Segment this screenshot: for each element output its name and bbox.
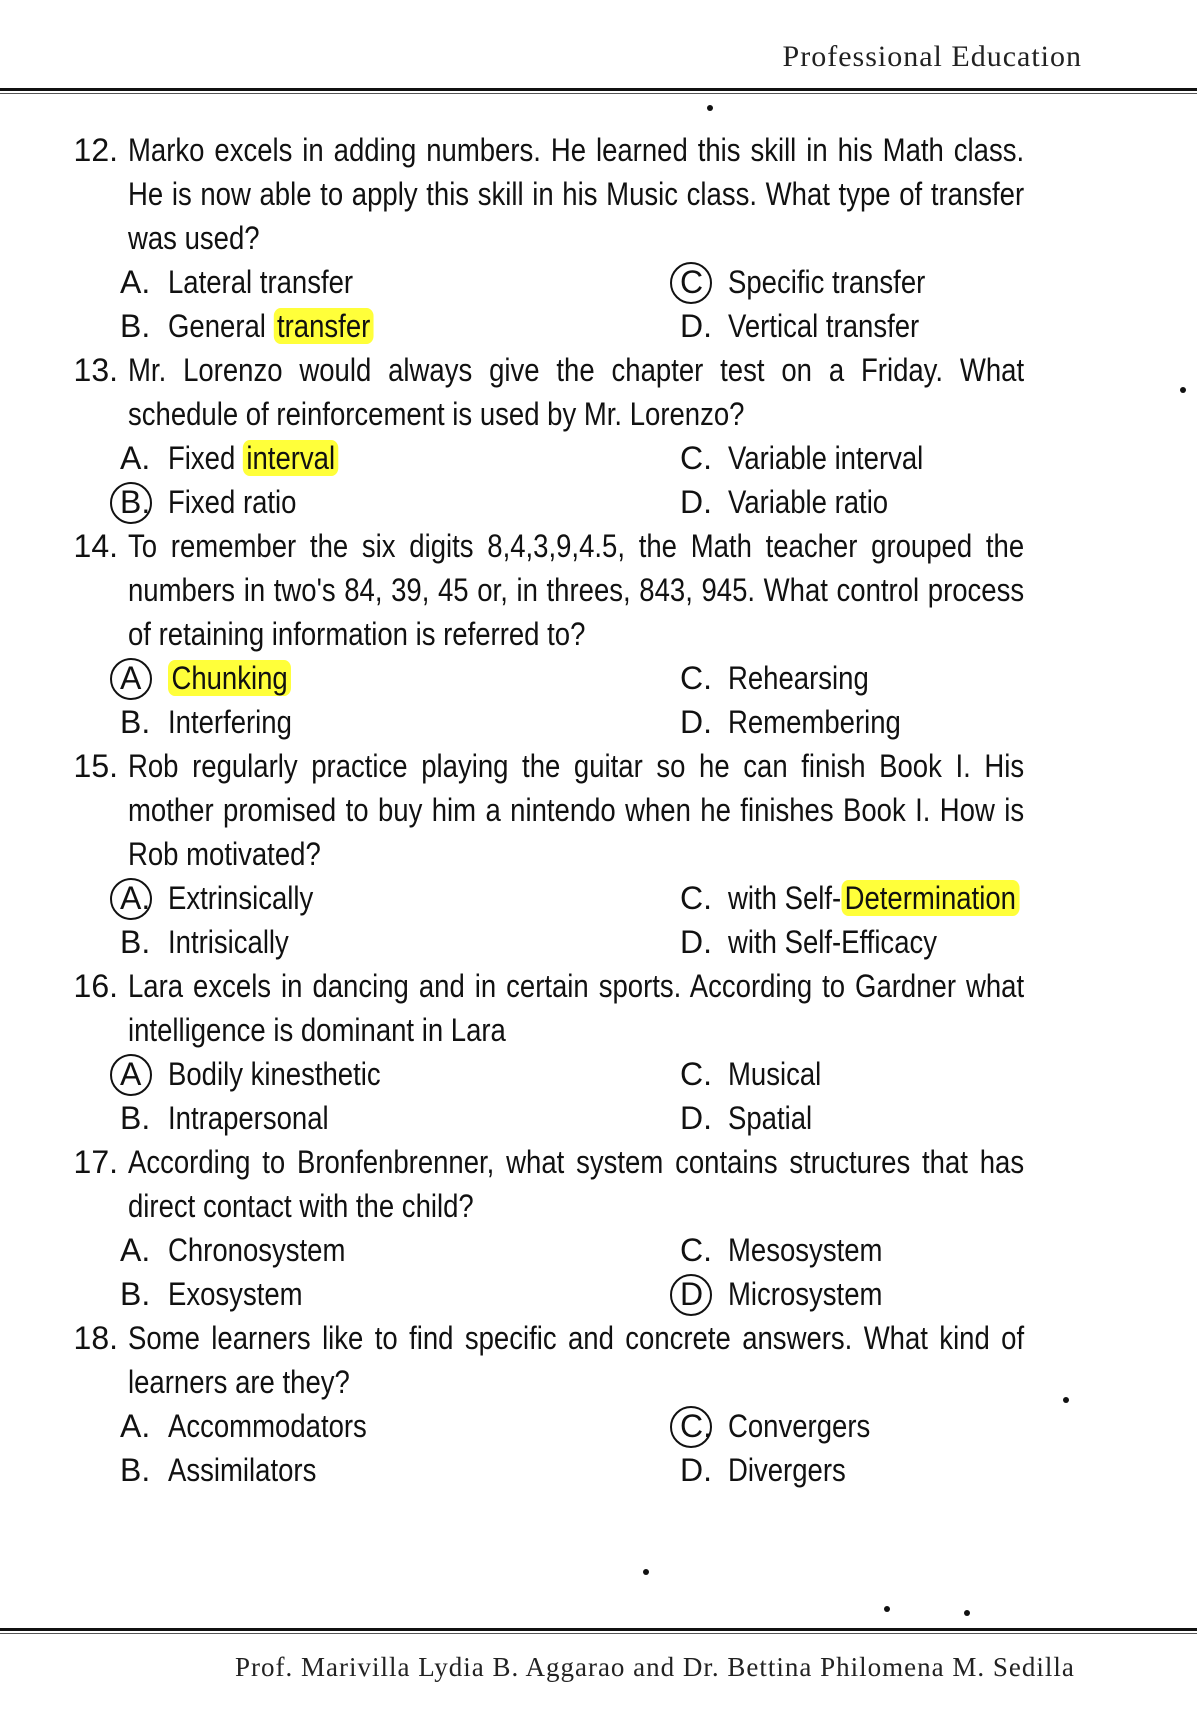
scan-speck xyxy=(884,1606,890,1612)
option-letter: D. xyxy=(680,484,712,520)
scan-speck xyxy=(707,105,713,111)
option-text: Fixed interval xyxy=(168,436,339,480)
answer-options xyxy=(120,260,1170,348)
answer-options xyxy=(120,1228,1170,1316)
question-stem xyxy=(60,964,1170,1052)
answer-circle-mark xyxy=(110,878,152,920)
question-stem xyxy=(60,1140,1170,1228)
question-stem xyxy=(60,348,1170,436)
option-letter: C. xyxy=(680,1232,712,1268)
option-letter: B. xyxy=(120,1100,151,1136)
answer-option xyxy=(120,700,680,744)
answer-circle-mark xyxy=(670,1274,712,1316)
option-letter: C. xyxy=(680,1056,712,1092)
answer-option xyxy=(680,1096,1197,1140)
option-text: Divergers xyxy=(728,1452,846,1488)
scan-speck xyxy=(1180,387,1186,393)
option-letter: A. xyxy=(120,1232,151,1268)
answer-option xyxy=(680,480,1197,524)
question-stem xyxy=(60,524,1170,656)
header-rule xyxy=(0,88,1197,91)
highlighted-word: Chunking xyxy=(168,660,291,696)
option-text: Accommodators xyxy=(168,1408,367,1444)
option-text: Intrapersonal xyxy=(168,1100,329,1136)
answer-option xyxy=(120,304,680,348)
answer-option xyxy=(680,436,1197,480)
question-number: 15. xyxy=(73,748,118,784)
answer-option xyxy=(120,1228,680,1272)
answer-option xyxy=(120,260,680,304)
answer-option xyxy=(680,656,1197,700)
question-item xyxy=(60,1316,1170,1492)
option-letter: B. xyxy=(120,1276,151,1312)
option-text: Intrisically xyxy=(168,924,289,960)
option-letter: C xyxy=(680,260,728,304)
option-letter: B. xyxy=(120,480,168,524)
answer-option xyxy=(680,304,1197,348)
answer-circle-mark xyxy=(670,262,712,304)
answer-options xyxy=(120,656,1170,744)
option-letter: B. xyxy=(120,308,151,344)
highlighted-word: transfer xyxy=(274,308,374,344)
option-text: Microsystem xyxy=(728,1276,883,1312)
option-letter: A. xyxy=(120,264,151,300)
question-number: 16. xyxy=(73,968,118,1004)
option-text: Bodily kinesthetic xyxy=(168,1056,381,1092)
scan-speck xyxy=(643,1569,649,1575)
option-letter: B. xyxy=(120,924,151,960)
question-text: Mr. Lorenzo would always give the chapter test on a Friday. What schedule of reinforcement is used by Mr. Lorenzo? xyxy=(128,352,1025,432)
question-item xyxy=(60,348,1170,524)
question-text: Lara excels in dancing and in certain sports. According to Gardner what intelligence is dominant in Lara xyxy=(128,968,1025,1048)
option-text: Convergers xyxy=(728,1408,871,1444)
option-text: Remembering xyxy=(728,704,901,740)
question-text: Rob regularly practice playing the guitar so he can finish Book I. His mother promised to buy him a nintendo when he finishes Book I. How is Rob motivated? xyxy=(128,748,1025,872)
question-item xyxy=(60,128,1170,348)
answer-option xyxy=(680,1404,1197,1448)
option-letter: A. xyxy=(120,440,151,476)
question-item xyxy=(60,1140,1170,1316)
answer-options xyxy=(120,1404,1170,1492)
question-number: 12. xyxy=(73,132,118,168)
option-text: Fixed ratio xyxy=(168,484,297,520)
footer-rule-thin xyxy=(0,1633,1197,1634)
answer-circle-mark xyxy=(110,1054,152,1096)
option-text: Mesosystem xyxy=(728,1232,883,1268)
question-item xyxy=(60,964,1170,1140)
answer-option xyxy=(120,1096,680,1140)
answer-option xyxy=(680,1272,1197,1316)
answer-circle-mark xyxy=(670,1406,712,1448)
option-letter: C. xyxy=(680,660,712,696)
answer-option xyxy=(680,1052,1197,1096)
option-text: with Self- Determination xyxy=(728,876,1019,920)
question-text: Marko excels in adding numbers. He learned this skill in his Math class. He is now able to apply this skill in his Music class. What type of transfer was used? xyxy=(128,132,1025,256)
page-header-title: Professional Education xyxy=(782,40,1082,73)
answer-option xyxy=(120,1052,680,1096)
option-letter: D. xyxy=(680,704,712,740)
option-letter: D. xyxy=(680,1100,712,1136)
answer-option xyxy=(120,656,680,700)
option-text: Variable interval xyxy=(728,440,924,476)
answer-option xyxy=(680,1228,1197,1272)
option-text: General transfer xyxy=(168,304,374,348)
option-text: Spatial xyxy=(728,1100,813,1136)
option-text: Lateral transfer xyxy=(168,264,354,300)
option-text xyxy=(168,656,291,700)
option-text: Variable ratio xyxy=(728,484,889,520)
highlighted-word: interval xyxy=(243,440,339,476)
answer-option xyxy=(680,876,1197,920)
answer-option xyxy=(120,480,680,524)
option-letter: C. xyxy=(680,440,712,476)
option-letter: D. xyxy=(680,1452,712,1488)
option-letter: B. xyxy=(120,704,151,740)
option-letter: D. xyxy=(680,308,712,344)
answer-option xyxy=(120,1448,680,1492)
scan-speck xyxy=(1063,1397,1069,1403)
option-text: Extrinsically xyxy=(168,880,314,916)
option-letter: C. xyxy=(680,880,712,916)
option-letter: C. xyxy=(680,1404,728,1448)
answer-option xyxy=(120,436,680,480)
answer-option xyxy=(120,920,680,964)
answer-option xyxy=(680,920,1197,964)
answer-option xyxy=(680,700,1197,744)
highlighted-word: Determination xyxy=(841,880,1019,916)
question-stem xyxy=(60,128,1170,260)
option-text: Interfering xyxy=(168,704,292,740)
option-letter: B. xyxy=(120,1452,151,1488)
question-list xyxy=(60,128,1170,1492)
question-text: To remember the six digits 8,4,3,9,4.5, the Math teacher grouped the numbers in two's 84, 39, 45 or, in threes, 843, 945. What control process of retaining information is referred to? xyxy=(128,528,1025,652)
option-text: Exosystem xyxy=(168,1276,303,1312)
question-item xyxy=(60,524,1170,744)
question-text: Some learners like to find specific and concrete answers. What kind of learners are they? xyxy=(128,1320,1025,1400)
question-number: 13. xyxy=(73,352,118,388)
answer-option xyxy=(120,1404,680,1448)
question-stem xyxy=(60,744,1170,876)
question-number: 14. xyxy=(73,528,118,564)
answer-options xyxy=(120,436,1170,524)
question-stem xyxy=(60,1316,1170,1404)
option-text: Chronosystem xyxy=(168,1232,346,1268)
option-letter: D xyxy=(680,1272,728,1316)
answer-option xyxy=(120,1272,680,1316)
scan-speck xyxy=(964,1610,970,1616)
answer-circle-mark xyxy=(110,482,152,524)
header-rule-thin xyxy=(0,93,1197,94)
question-text: According to Bronfenbrenner, what system contains structures that has direct contact with the child? xyxy=(128,1144,1025,1224)
footer-rule xyxy=(0,1628,1197,1631)
footer-authors: Prof. Marivilla Lydia B. Aggarao and Dr. Bettina Philomena M. Sedilla xyxy=(235,1652,1075,1682)
answer-options xyxy=(120,876,1170,964)
option-text: Musical xyxy=(728,1056,822,1092)
option-letter: A. xyxy=(120,876,168,920)
option-letter: A xyxy=(120,1052,168,1096)
option-text: Specific transfer xyxy=(728,264,926,300)
option-letter: A. xyxy=(120,1408,151,1444)
option-text: Vertical transfer xyxy=(728,308,920,344)
option-letter: A xyxy=(120,656,168,700)
question-number: 18. xyxy=(73,1320,118,1356)
answer-option xyxy=(120,876,680,920)
question-number: 17. xyxy=(73,1144,118,1180)
option-text: with Self-Efficacy xyxy=(728,924,938,960)
question-item xyxy=(60,744,1170,964)
option-text: Assimilators xyxy=(168,1452,317,1488)
option-letter: D. xyxy=(680,924,712,960)
answer-option xyxy=(680,1448,1197,1492)
option-text: Rehearsing xyxy=(728,660,869,696)
answer-circle-mark xyxy=(110,658,152,700)
answer-options xyxy=(120,1052,1170,1140)
answer-option xyxy=(680,260,1197,304)
